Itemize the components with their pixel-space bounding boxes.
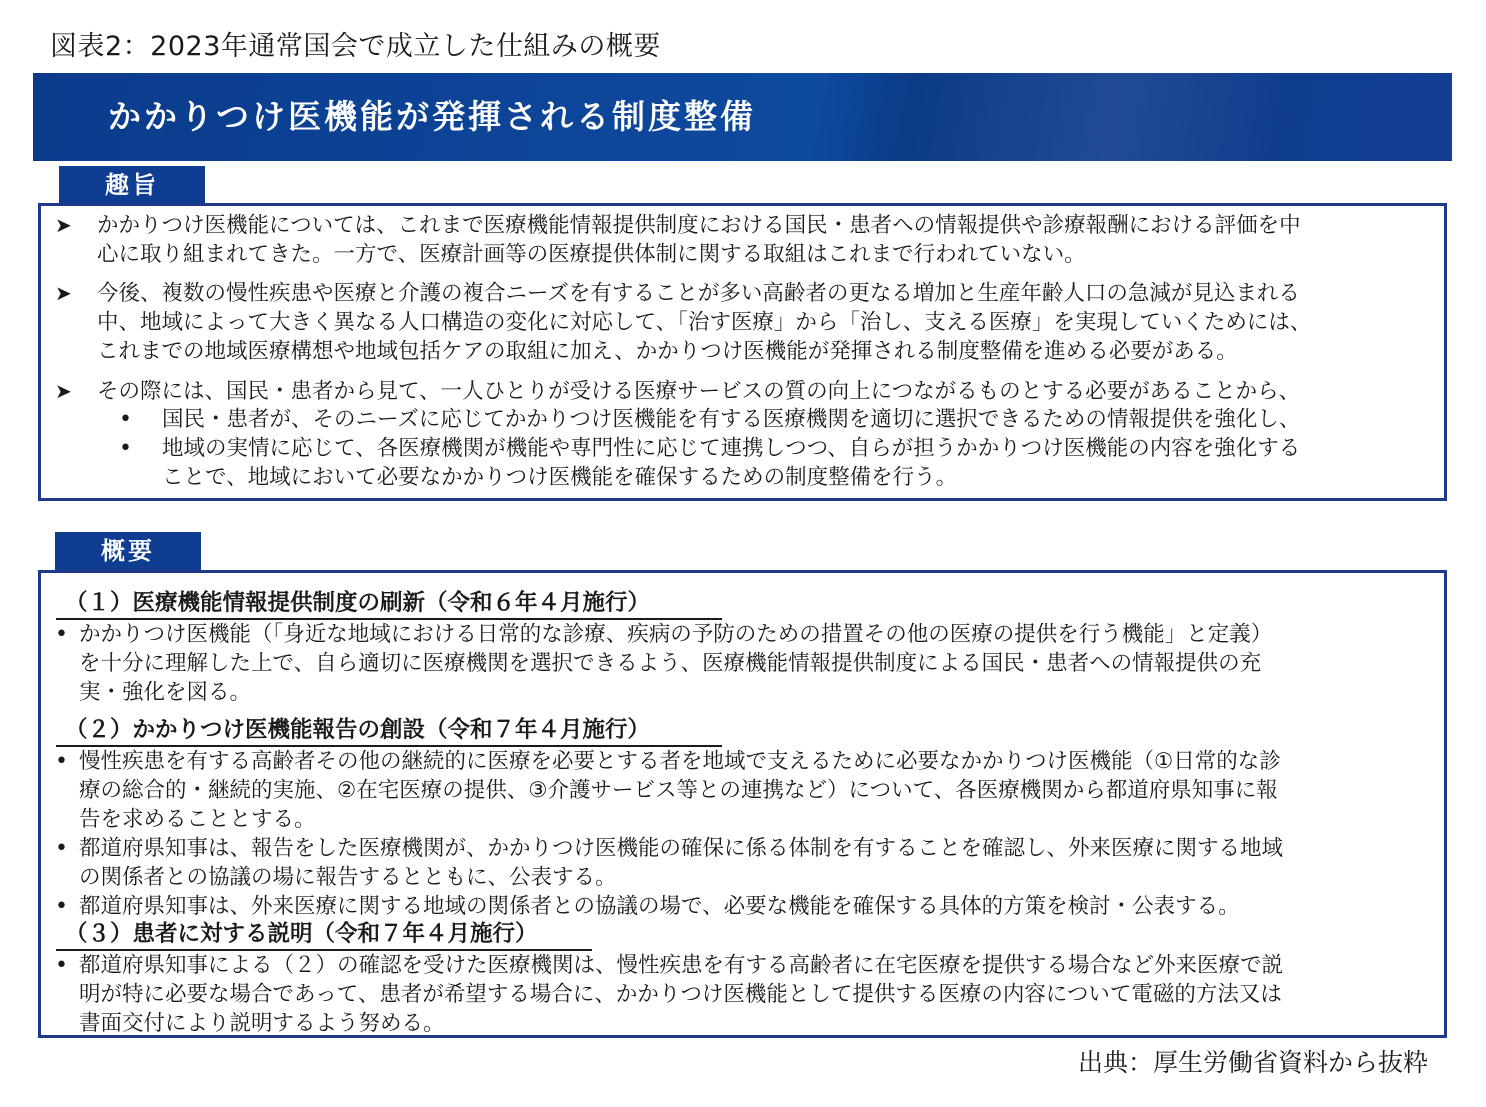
section-3-heading: （３）患者に対する説明（令和７年４月施行） [65, 921, 538, 947]
purpose-subitem-2-line-1: 地域の実情に応じて、各医療機関が機能や専門性に応じて連携しつつ、自らが担うかかりつけ医機能の内容を強化する [162, 436, 1301, 461]
purpose-label: 趣旨 [59, 166, 205, 204]
section-2-bullet-2-line-1: 都道府県知事は、報告をした医療機関が、かかりつけ医機能の確保に係る体制を有することを確認し、外来医療に関する地域 [79, 836, 1284, 861]
purpose-item-1-line-2: 心に取り組まれてきた。一方で、医療計画等の医療提供体制に関する取組はこれまで行われていない。 [97, 242, 1086, 267]
section-2-bullet-1-line-2: 療の総合的・継続的実施、②在宅医療の提供、③介護サービス等との連携など）について、各医療機関から都道府県知事に報 [79, 778, 1278, 803]
arrow-bullet-icon: ➤ [55, 281, 72, 305]
overview-label: 概要 [55, 532, 201, 570]
section-2-bullet-1-line-3: 告を求めることとする。 [79, 807, 316, 832]
purpose-item-2-line-2: 中、地域によって大きく異なる人口構造の変化に対応して、「治す医療」から「治し、支える医療」を実現していくためには、 [97, 310, 1312, 335]
section-1-bullet-1-line-2: を十分に理解した上で、自ら適切に医療機関を選択できるよう、医療機能情報提供制度による国民・患者への情報提供の充 [79, 651, 1262, 676]
bullet-dot-icon: • [55, 953, 68, 978]
section-1-heading: （１）医療機能情報提供制度の刷新（令和６年４月施行） [65, 590, 651, 616]
bullet-dot-icon: • [55, 749, 68, 774]
bullet-dot-icon: • [119, 436, 132, 461]
overview-box [38, 570, 1447, 1038]
banner [33, 73, 1452, 161]
section-2-bullet-2-line-2: の関係者との協議の場に報告するとともに、公表する。 [79, 865, 617, 890]
bullet-dot-icon: • [119, 407, 132, 432]
section-1-bullet-1-line-1: かかりつけ医機能（「身近な地域における日常的な診療、疾病の予防のための措置その他の医療の提供を行う機能」と定義） [79, 622, 1273, 647]
section-2-heading: （２）かかりつけ医機能報告の創設（令和７年４月施行） [65, 717, 651, 743]
purpose-item-3-line-1: その際には、国民・患者から見て、一人ひとりが受ける医療サービスの質の向上につながるものとする必要があることから、 [97, 379, 1301, 404]
source-note: 出典：厚生労働省資料から抜粋 [1077, 1048, 1428, 1077]
section-2-bullet-1-line-1: 慢性疾患を有する高齢者その他の継続的に医療を必要とする者を地域で支えるために必要なかかりつけ医機能（①日常的な診 [79, 749, 1281, 774]
section-3-bullet-1-line-1: 都道府県知事による（２）の確認を受けた医療機関は、慢性疾患を有する高齢者に在宅医療を提供する場合など外来医療で説 [79, 953, 1284, 978]
section-1-bullet-1-line-3: 実・強化を図る。 [79, 680, 252, 705]
section-2-bullet-3-line-1: 都道府県知事は、外来医療に関する地域の関係者との協議の場で、必要な機能を確保する具体的方策を検討・公表する。 [79, 894, 1240, 919]
bullet-dot-icon: • [55, 836, 68, 861]
section-3-bullet-1-line-2: 明が特に必要な場合であって、患者が希望する場合に、かかりつけ医機能として提供する医療の内容について電磁的方法又は [79, 982, 1282, 1007]
bullet-dot-icon: • [55, 894, 68, 919]
section-3-bullet-1-line-3: 書面交付により説明するよう努める。 [79, 1011, 445, 1036]
purpose-item-2-line-3: これまでの地域医療構想や地域包括ケアの取組に加え、かかりつけ医機能が発揮される制度整備を進める必要がある。 [97, 339, 1238, 364]
arrow-bullet-icon: ➤ [55, 213, 72, 237]
purpose-item-1-line-1: かかりつけ医機能については、これまで医療機能情報提供制度における国民・患者への情報提供や診療報酬における評価を中 [97, 213, 1301, 238]
banner-title: かかりつけ医機能が発揮される制度整備 [108, 97, 756, 136]
purpose-item-2-line-1: 今後、複数の慢性疾患や医療と介護の複合ニーズを有することが多い高齢者の更なる増加と生産年齢人口の急減が見込まれる [97, 281, 1300, 306]
bullet-dot-icon: • [55, 622, 68, 647]
figure-title: 図表2：2023年通常国会で成立した仕組みの概要 [50, 31, 661, 62]
purpose-box [38, 203, 1447, 501]
purpose-subitem-2-line-2: ことで、地域において必要なかかりつけ医機能を確保するための制度整備を行う。 [162, 465, 958, 490]
purpose-subitem-1-line-1: 国民・患者が、そのニーズに応じてかかりつけ医機能を有する医療機関を適切に選択できるための情報提供を強化し、 [162, 407, 1301, 432]
arrow-bullet-icon: ➤ [55, 379, 72, 403]
